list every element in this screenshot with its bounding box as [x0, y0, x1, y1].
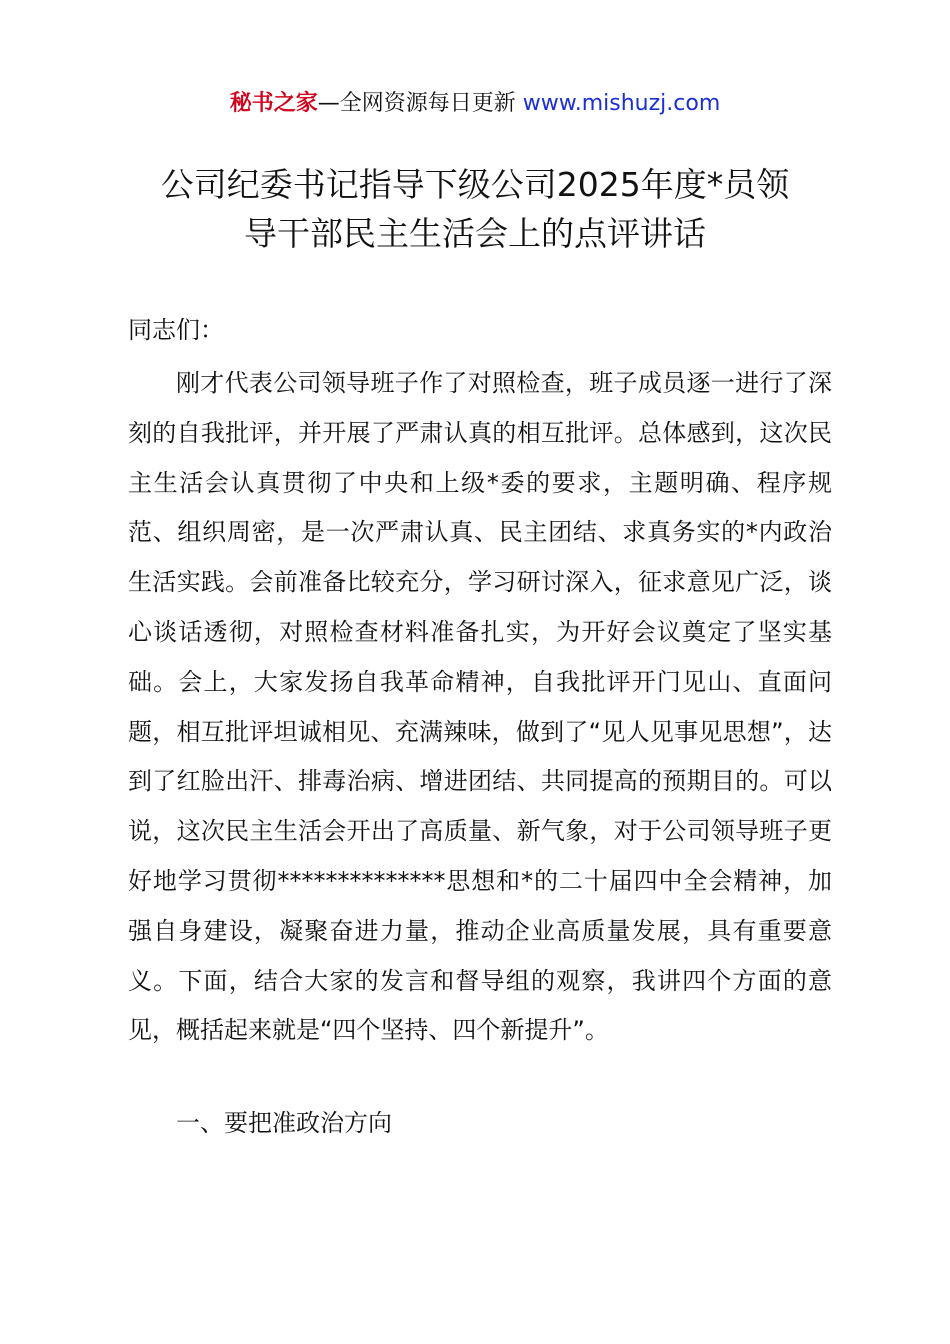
document-title — [120, 160, 830, 258]
site-url-link[interactable]: www.mishuzj.com — [522, 91, 721, 116]
section-heading: 一、要把准政治方向 — [176, 1109, 392, 1137]
title-line-1: 公司纪委书记指导下级公司2025年度*员领 — [160, 165, 790, 204]
site-banner — [0, 88, 950, 120]
body-paragraph: 刚才代表公司领导班子作了对照检查，班子成员逐一进行了深刻的自我批评，并开展了严肃认真的相互批评。总体感到，这次民主生活会认真贯彻了中央和上级*委的要求，主题明确、程序规范、组织周密，是一次严肃认真、民主团结、求真务实的*内政治生活实践。会前准备比较充分，学习研讨深入，征求意见广泛，谈心谈话透彻，对照检查材料准备扎实，为开好会议奠定了坚实基础。会上，大家发扬自我革命精神，自我批评开门见山、直面问题，相互批评坦诚相见、充满辣味，做到了“见人见事见思想”，达到了红脸出汗、排毒治病、增进团结、共同提高的预期目的。可以说，这次民主生活会开出了高质量、新气象，对于公司领导班子更好地学习贯彻**************思想和*的二十届四中全会精神，加强自身建设，凝聚奋进力量，推动企业高质量发展，具有重要意义。下面，结合大家的发言和督导组的观察，我讲四个方面的意见，概括起来就是“四个坚持、四个新提升”。 — [128, 369, 832, 1045]
site-brand: 秘书之家 — [229, 91, 318, 116]
title-line-2: 导干部民主生活会上的点评讲话 — [244, 214, 706, 253]
site-slogan: —全网资源每日更新 — [317, 91, 523, 116]
greeting: 同志们： — [128, 316, 224, 344]
